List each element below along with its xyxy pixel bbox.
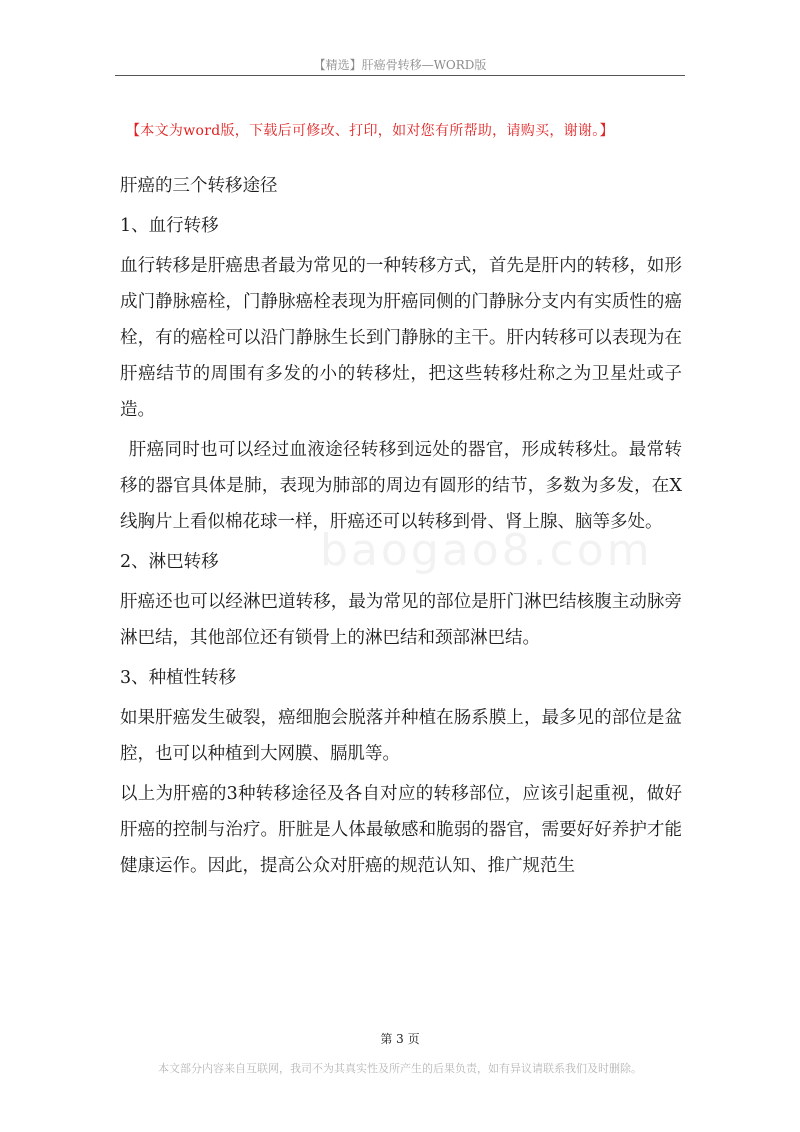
watermark: baogao8.com bbox=[320, 525, 653, 576]
footer-disclaimer: 本文部分内容来自互联网，我司不为其真实性及所产生的后果负责，如有异议请联系我们及时删除。 bbox=[158, 1062, 642, 1075]
paragraph-blood-1: 血行转移是肝癌患者最为常见的一种转移方式，首先是肝内的转移，如形成门静脉癌栓，门静脉癌栓表现为肝癌同侧的门静脉分支内有实质性的癌栓，有的癌栓可以沿门静脉生长到门静脉的主干。肝内转移可以表现为在肝癌结节的周围有多发的小的转移灶，把这些转移灶称之为卫星灶或子造。 bbox=[120, 256, 682, 420]
section-title-lymph: 2、淋巴转移 bbox=[120, 552, 219, 572]
paragraph-lymph: 肝癌还也可以经淋巴道转移，最为常见的部位是肝门淋巴结核腹主动脉旁淋巴结，其他部位还有锁骨上的淋巴结和颈部淋巴结。 bbox=[120, 592, 682, 648]
section-title-implant: 3、种植性转移 bbox=[120, 668, 237, 688]
document-header: 【精选】肝癌骨转移—WORD版 bbox=[313, 58, 487, 72]
header-divider bbox=[115, 75, 685, 76]
article-heading: 肝癌的三个转移途径 bbox=[120, 176, 278, 196]
page-number: 第 3 页 bbox=[380, 1032, 420, 1046]
paragraph-blood-2: 肝癌同时也可以经过血液途径转移到远处的器官，形成转移灶。最常转移的器官具体是肺，表现为肺部的周边有圆形的结节，多数为多发，在X线胸片上看似棉花球一样，肝癌还可以转移到骨、肾上腺、脑等多处。 bbox=[120, 440, 682, 532]
section-title-blood: 1、血行转移 bbox=[120, 216, 219, 236]
document-body bbox=[120, 168, 682, 888]
paragraph-closing: 以上为肝癌的3种转移途径及各自对应的转移部位，应该引起重视，做好肝癌的控制与治疗。肝脏是人体最敏感和脆弱的器官，需要好好养护才能健康运作。因此，提高公众对肝癌的规范认知、推广规范生 bbox=[120, 784, 682, 876]
paragraph-implant: 如果肝癌发生破裂，癌细胞会脱落并种植在肠系膜上，最多见的部位是盆腔，也可以种植到大网膜、膈肌等。 bbox=[120, 708, 682, 764]
purchase-notice: 【本文为word版，下载后可修改、打印，如对您有所帮助，请购买，谢谢。】 bbox=[126, 123, 614, 139]
